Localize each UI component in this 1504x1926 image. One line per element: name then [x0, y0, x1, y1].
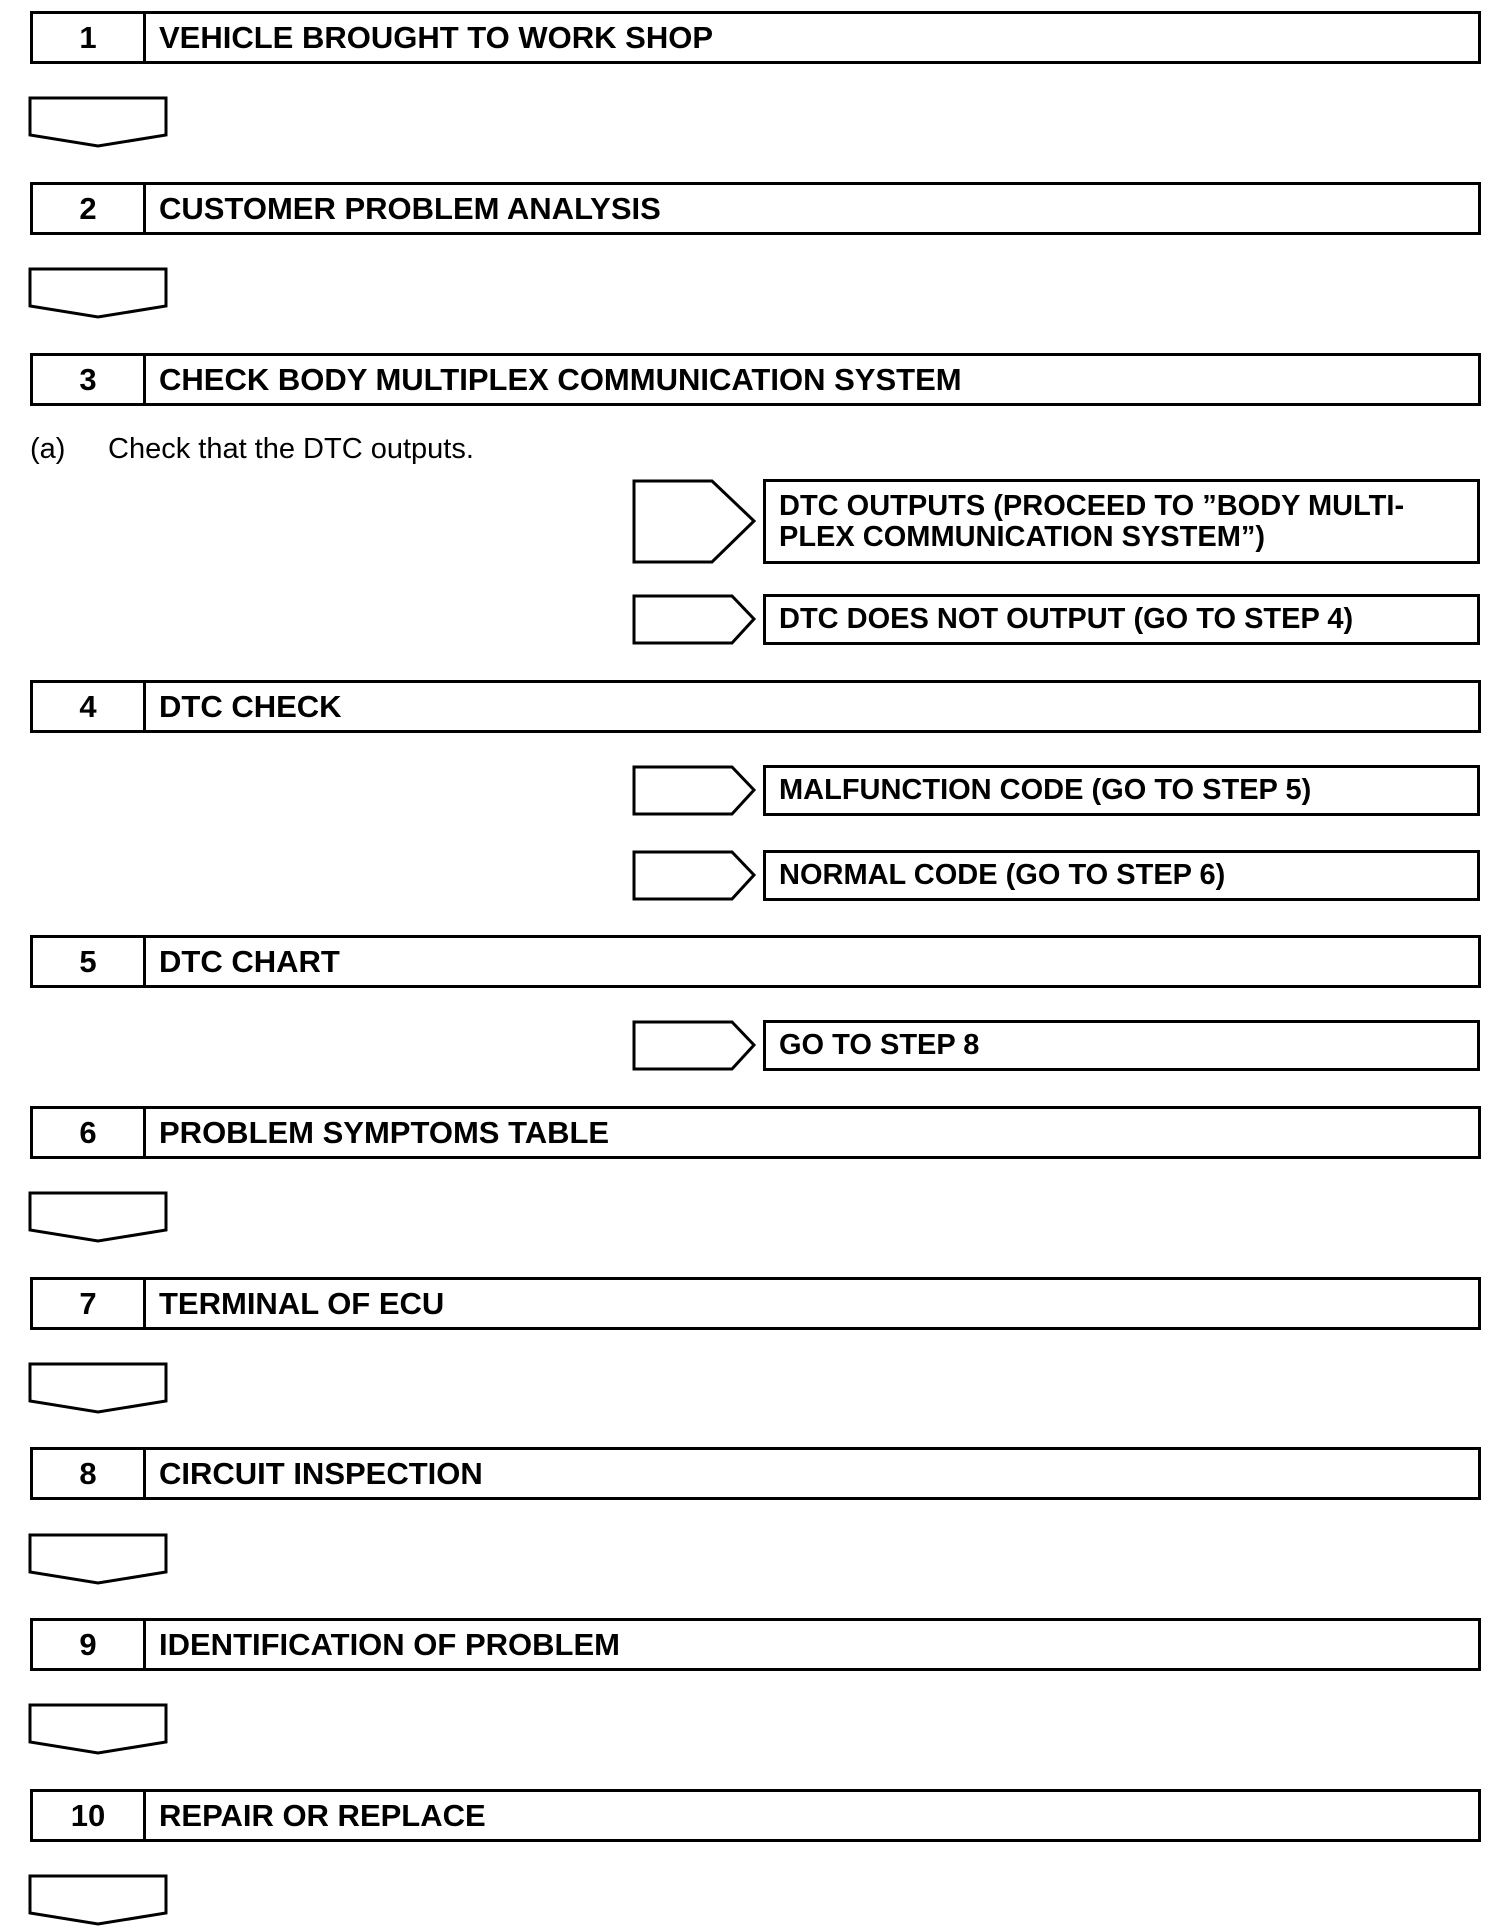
note-marker: (a)	[30, 433, 66, 465]
note-text: Check that the DTC outputs.	[108, 433, 474, 465]
down-arrow-icon	[28, 1703, 168, 1755]
step-title: VEHICLE BROUGHT TO WORK SHOP	[159, 19, 714, 55]
step-3-box	[30, 353, 1481, 406]
step-number: 3	[33, 356, 146, 403]
step-number: 10	[33, 1792, 146, 1839]
down-arrow-icon	[28, 96, 168, 148]
step-title: REPAIR OR REPLACE	[159, 1797, 486, 1833]
step-title: CHECK BODY MULTIPLEX COMMUNICATION SYSTEM	[159, 361, 962, 397]
result-dtc-outputs	[763, 479, 1480, 564]
step-title: DTC CHECK	[159, 688, 342, 724]
step-number: 8	[33, 1450, 146, 1497]
step-2-box	[30, 182, 1481, 235]
result-go-to-step-8: GO TO STEP 8	[763, 1020, 1480, 1071]
right-arrow-icon	[632, 765, 758, 816]
down-arrow-icon	[28, 1874, 168, 1926]
right-arrow-icon	[632, 479, 758, 564]
step-number: 1	[33, 14, 146, 61]
step-9-box	[30, 1618, 1481, 1671]
step-8-box	[30, 1447, 1481, 1500]
step-title: CIRCUIT INSPECTION	[159, 1455, 483, 1491]
step-title: PROBLEM SYMPTOMS TABLE	[159, 1114, 610, 1150]
result-dtc-not-output: DTC DOES NOT OUTPUT (GO TO STEP 4)	[763, 594, 1480, 645]
result-malfunction-code: MALFUNCTION CODE (GO TO STEP 5)	[763, 765, 1480, 816]
step-number: 5	[33, 938, 146, 985]
step-number: 6	[33, 1109, 146, 1156]
step-title: DTC CHART	[159, 943, 340, 979]
step-number: 4	[33, 683, 146, 730]
right-arrow-icon	[632, 1020, 758, 1071]
down-arrow-icon	[28, 1191, 168, 1243]
step-6-box	[30, 1106, 1481, 1159]
step-10-box	[30, 1789, 1481, 1842]
down-arrow-icon	[28, 1533, 168, 1585]
step-title: TERMINAL OF ECU	[159, 1285, 445, 1321]
step-4-box	[30, 680, 1481, 733]
step-1-box	[30, 11, 1481, 64]
step-7-box	[30, 1277, 1481, 1330]
instruction-note	[30, 433, 474, 466]
right-arrow-icon	[632, 594, 758, 645]
step-5-box	[30, 935, 1481, 988]
result-text-line2: PLEX COMMUNICATION SYSTEM”)	[779, 520, 1266, 553]
result-normal-code: NORMAL CODE (GO TO STEP 6)	[763, 850, 1480, 901]
down-arrow-icon	[28, 267, 168, 319]
step-number: 7	[33, 1280, 146, 1327]
result-text-line1: DTC OUTPUTS (PROCEED TO ”BODY MULTI-	[779, 489, 1405, 522]
step-title: IDENTIFICATION OF PROBLEM	[159, 1626, 620, 1662]
right-arrow-icon	[632, 850, 758, 901]
step-title: CUSTOMER PROBLEM ANALYSIS	[159, 190, 661, 226]
down-arrow-icon	[28, 1362, 168, 1414]
step-number: 2	[33, 185, 146, 232]
step-number: 9	[33, 1621, 146, 1668]
